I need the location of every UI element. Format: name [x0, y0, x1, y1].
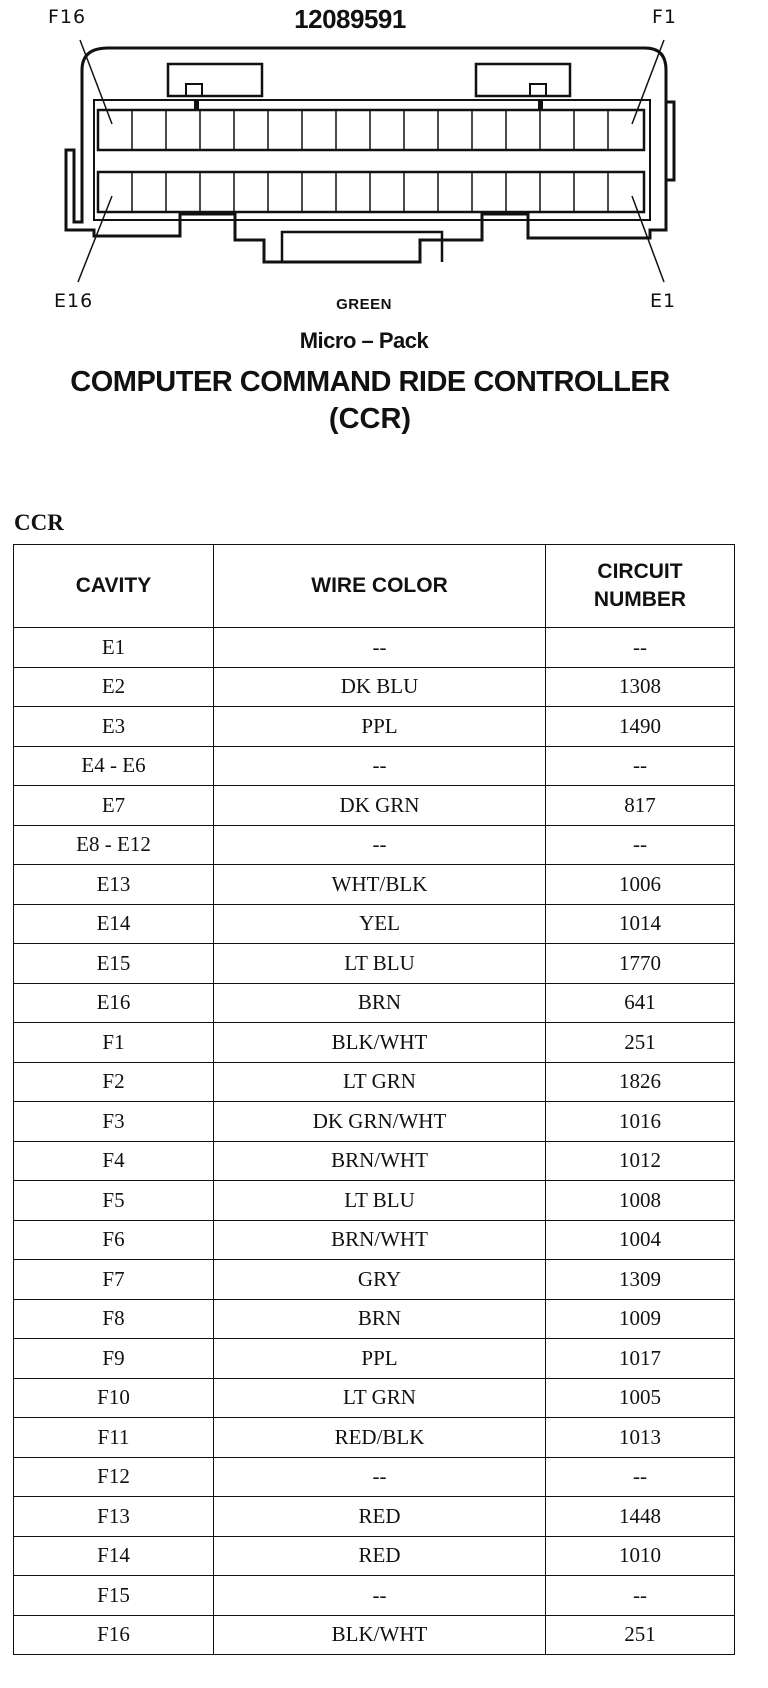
- circuit-number-cell: 817: [546, 786, 735, 826]
- wire-color-cell: DK BLU: [214, 667, 546, 707]
- table-row: [14, 944, 735, 984]
- cavity-cell: F9: [14, 1339, 214, 1379]
- wire-color-cell: LT BLU: [214, 944, 546, 984]
- cavity-cell: E2: [14, 667, 214, 707]
- table-row: [14, 1023, 735, 1063]
- cavity-cell: E7: [14, 786, 214, 826]
- header-circuit-number: [546, 545, 735, 628]
- pin-label-f16: F16: [48, 6, 87, 28]
- cavity-cell: E3: [14, 707, 214, 747]
- wire-color-cell: LT BLU: [214, 1181, 546, 1221]
- cavity-cell: F16: [14, 1615, 214, 1655]
- circuit-number-cell: 1014: [546, 904, 735, 944]
- pin-label-e16: E16: [54, 290, 94, 312]
- table-row: [14, 1181, 735, 1221]
- wire-color-cell: BRN: [214, 1299, 546, 1339]
- circuit-number-cell: 251: [546, 1615, 735, 1655]
- table-row: [14, 904, 735, 944]
- wire-color-cell: BRN/WHT: [214, 1141, 546, 1181]
- cavity-cell: F14: [14, 1536, 214, 1576]
- table-row: [14, 1062, 735, 1102]
- circuit-number-cell: 1012: [546, 1141, 735, 1181]
- cavity-cell: F1: [14, 1023, 214, 1063]
- circuit-number-cell: --: [546, 746, 735, 786]
- table-row: [14, 983, 735, 1023]
- pin-label-e1: E1: [650, 290, 677, 312]
- wire-color-cell: BRN/WHT: [214, 1220, 546, 1260]
- connector-family: Micro – Pack: [299, 328, 429, 353]
- cavity-cell: F12: [14, 1457, 214, 1497]
- header-cavity: CAVITY: [14, 545, 214, 628]
- cavity-cell: E13: [14, 865, 214, 905]
- circuit-number-cell: 1006: [546, 865, 735, 905]
- table-body: [14, 628, 735, 1655]
- header-circuit-line1: CIRCUIT: [597, 560, 683, 583]
- cavity-cell: F6: [14, 1220, 214, 1260]
- wire-color-cell: --: [214, 628, 546, 668]
- cavity-cell: F10: [14, 1378, 214, 1418]
- table-row: [14, 1220, 735, 1260]
- circuit-number-cell: 641: [546, 983, 735, 1023]
- cavity-cell: F7: [14, 1260, 214, 1300]
- cavity-cell: E14: [14, 904, 214, 944]
- cavity-cell: F8: [14, 1299, 214, 1339]
- table-row: [14, 1378, 735, 1418]
- wire-color-cell: PPL: [214, 707, 546, 747]
- table-header-row: [14, 545, 735, 628]
- circuit-number-cell: 1013: [546, 1418, 735, 1458]
- circuit-number-cell: 1770: [546, 944, 735, 984]
- cavity-cell: F5: [14, 1181, 214, 1221]
- cavity-cell: F15: [14, 1576, 214, 1616]
- wire-color-cell: LT GRN: [214, 1062, 546, 1102]
- table-row: [14, 1102, 735, 1142]
- wire-color-cell: PPL: [214, 1339, 546, 1379]
- circuit-number-cell: 1010: [546, 1536, 735, 1576]
- cavity-cell: F11: [14, 1418, 214, 1458]
- cavity-cell: E15: [14, 944, 214, 984]
- wire-color-cell: RED: [214, 1536, 546, 1576]
- wire-color-cell: DK GRN/WHT: [214, 1102, 546, 1142]
- header-circuit-line2: NUMBER: [593, 588, 687, 611]
- table-row: [14, 1418, 735, 1458]
- circuit-number-cell: 1308: [546, 667, 735, 707]
- cavity-cell: E4 - E6: [14, 746, 214, 786]
- connector-color: GREEN: [336, 296, 392, 313]
- cavity-cell: F2: [14, 1062, 214, 1102]
- table-row: [14, 628, 735, 668]
- wire-color-cell: BLK/WHT: [214, 1023, 546, 1063]
- circuit-number-cell: 1017: [546, 1339, 735, 1379]
- table-row: [14, 1536, 735, 1576]
- table-row: [14, 1457, 735, 1497]
- table-caption: CCR: [14, 510, 64, 535]
- table-row: [14, 746, 735, 786]
- wire-color-cell: DK GRN: [214, 786, 546, 826]
- table-row: [14, 1576, 735, 1616]
- table-row: [14, 1299, 735, 1339]
- wire-color-cell: --: [214, 825, 546, 865]
- circuit-number-cell: 1009: [546, 1299, 735, 1339]
- cavity-cell: E16: [14, 983, 214, 1023]
- circuit-number-cell: 251: [546, 1023, 735, 1063]
- cavity-cell: F13: [14, 1497, 214, 1537]
- table-row: [14, 1615, 735, 1655]
- table-row: [14, 667, 735, 707]
- table-row: [14, 1141, 735, 1181]
- pinout-table: [13, 544, 735, 1655]
- wire-color-cell: RED: [214, 1497, 546, 1537]
- diagram-subtitle: (CCR): [328, 403, 412, 435]
- table-row: [14, 1339, 735, 1379]
- table-row: [14, 1497, 735, 1537]
- table-row: [14, 1260, 735, 1300]
- table-row: [14, 786, 735, 826]
- circuit-number-cell: 1004: [546, 1220, 735, 1260]
- circuit-number-cell: 1016: [546, 1102, 735, 1142]
- circuit-number-cell: --: [546, 825, 735, 865]
- circuit-number-cell: 1826: [546, 1062, 735, 1102]
- cavity-cell: E1: [14, 628, 214, 668]
- circuit-number-cell: 1005: [546, 1378, 735, 1418]
- wire-color-cell: --: [214, 746, 546, 786]
- wire-color-cell: RED/BLK: [214, 1418, 546, 1458]
- diagram-title: COMPUTER COMMAND RIDE CONTROLLER: [70, 366, 670, 398]
- cavity-cell: F4: [14, 1141, 214, 1181]
- table-row: [14, 707, 735, 747]
- table-row: [14, 865, 735, 905]
- cavity-cell: E8 - E12: [14, 825, 214, 865]
- header-wire-color: WIRE COLOR: [214, 545, 546, 628]
- circuit-number-cell: 1008: [546, 1181, 735, 1221]
- table-row: [14, 825, 735, 865]
- circuit-number-cell: --: [546, 628, 735, 668]
- connector-drawing: [0, 0, 768, 300]
- wire-color-cell: BLK/WHT: [214, 1615, 546, 1655]
- pin-label-f1: F1: [652, 6, 678, 28]
- wire-color-cell: GRY: [214, 1260, 546, 1300]
- circuit-number-cell: 1448: [546, 1497, 735, 1537]
- circuit-number-cell: --: [546, 1576, 735, 1616]
- wire-color-cell: YEL: [214, 904, 546, 944]
- wire-color-cell: --: [214, 1576, 546, 1616]
- wire-color-cell: BRN: [214, 983, 546, 1023]
- wire-color-cell: --: [214, 1457, 546, 1497]
- circuit-number-cell: 1490: [546, 707, 735, 747]
- cavity-cell: F3: [14, 1102, 214, 1142]
- circuit-number-cell: 1309: [546, 1260, 735, 1300]
- connector-diagram: [0, 0, 768, 460]
- wire-color-cell: WHT/BLK: [214, 865, 546, 905]
- part-number: 12089591: [294, 4, 406, 34]
- circuit-number-cell: --: [546, 1457, 735, 1497]
- wire-color-cell: LT GRN: [214, 1378, 546, 1418]
